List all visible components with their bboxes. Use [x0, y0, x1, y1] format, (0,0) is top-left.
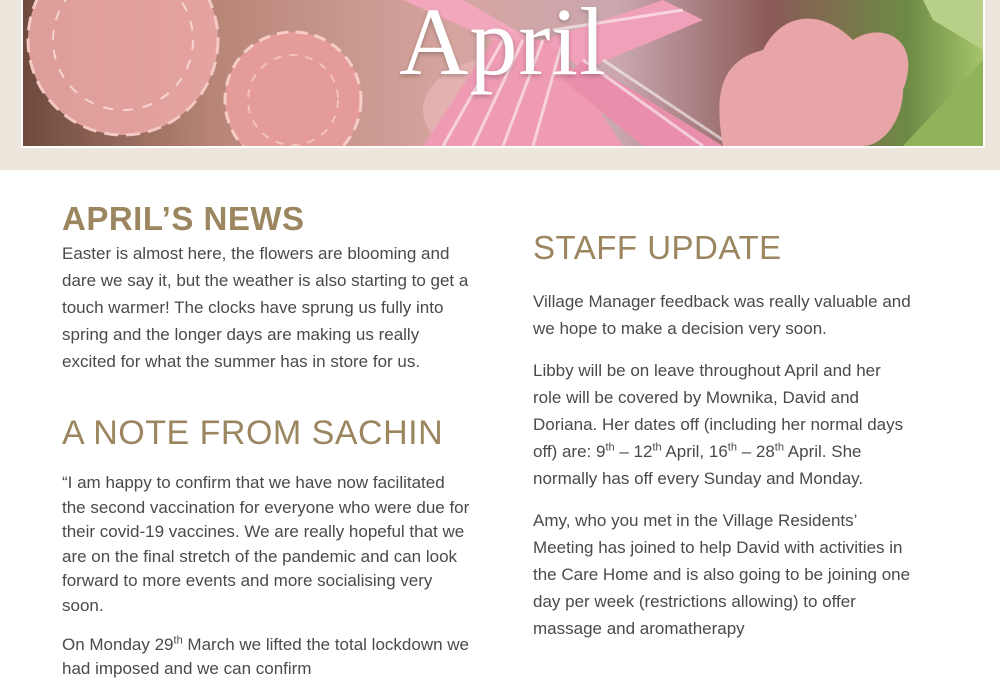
ordinal-suffix: th — [774, 441, 784, 454]
staff-update-heading: STAFF UPDATE — [533, 229, 782, 266]
note-from-sachin-heading: A NOTE FROM SACHIN — [62, 414, 444, 452]
staff-p2-text-d: – 28 — [736, 442, 775, 461]
staff-paragraph-3: Amy, who you met in the Village Residents’ Meeting has joined to help David with activities in the Care Home and is also going to be joining one day per week (restrictions allowing) to offer massage and aromatherapy — [533, 511, 911, 638]
april-banner-image — [21, 0, 985, 148]
note-paragraph-2-text: On Monday 29 — [62, 634, 174, 654]
right-column — [533, 228, 913, 642]
staff-paragraph-2 — [533, 357, 913, 492]
staff-p2-text-b: – 12 — [614, 442, 653, 461]
staff-p2-text-c: April, 16 — [661, 442, 728, 461]
banner-title: April — [399, 0, 607, 95]
staff-p2-text-e: April. She normally has off every Sunday and Monday. — [533, 442, 864, 488]
note-paragraph-1: “I am happy to confirm that we have now facilitated the second vaccination for everyone who were due for their covid-19 vaccines. We are really hopeful that we are on the final stretch of the pandemic and can look forward to more events and more socialising very soon. — [62, 473, 470, 615]
ordinal-suffix: th — [727, 441, 737, 454]
note-paragraph-2-text-cont: March we lifted the total lockdown we had imposed and we can confirm — [62, 634, 470, 679]
ordinal-suffix: th — [173, 633, 183, 646]
ordinal-suffix: th — [652, 441, 662, 454]
left-column — [62, 200, 472, 682]
aprils-news-heading: APRIL’S NEWS — [62, 200, 305, 237]
staff-paragraph-1: Village Manager feedback was really valuable and we hope to make a decision very soon. — [533, 292, 911, 338]
note-paragraph-2 — [62, 633, 472, 682]
aprils-news-paragraph: Easter is almost here, the flowers are blooming and dare we say it, but the weather is also starting to get a touch warmer! The clocks have sprung us fully into spring and the longer days are making us really excited for what the summer has in store for us. — [62, 244, 469, 371]
staff-p2-text-a: Libby will be on leave throughout April and her role will be covered by Mownika, David and Doriana. Her dates off (including her normal days off) are: 9 — [533, 361, 904, 461]
ordinal-suffix: th — [605, 441, 615, 454]
